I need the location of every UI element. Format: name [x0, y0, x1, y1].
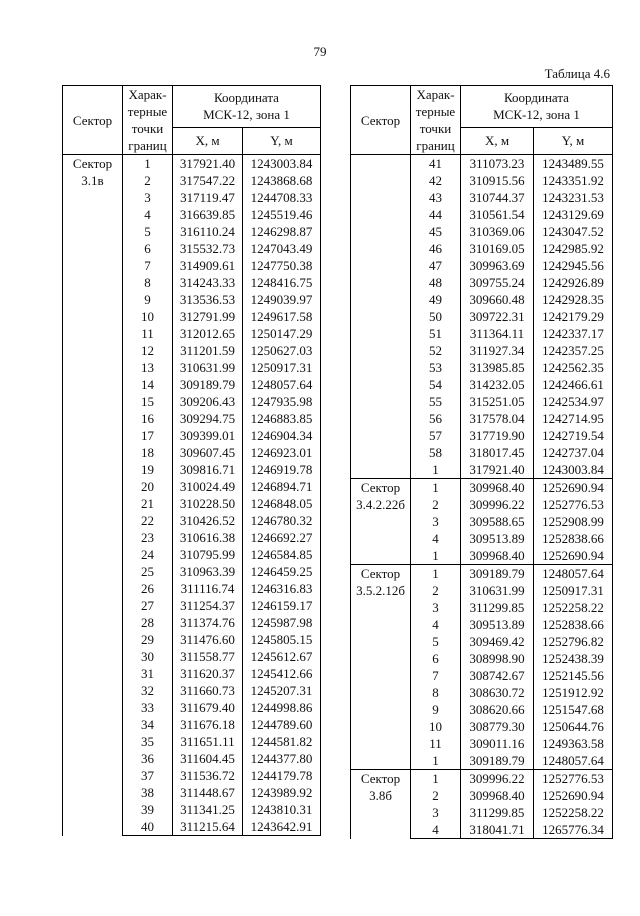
x-coordinate: 309968.40	[461, 547, 534, 565]
y-coordinate: 1252838.66	[534, 530, 613, 547]
y-coordinate: 1242928.35	[534, 291, 613, 308]
point-number: 1	[411, 461, 461, 479]
x-coordinate: 311215.64	[173, 818, 243, 836]
x-coordinate: 310616.38	[173, 529, 243, 546]
y-coordinate: 1244998.86	[243, 699, 321, 716]
header-coordinate: Координата МСК-12, зона 1	[173, 86, 321, 128]
header-y: Y, м	[243, 127, 321, 154]
y-coordinate: 1242357.25	[534, 342, 613, 359]
coordinates-table-right	[350, 85, 613, 839]
point-number: 9	[411, 701, 461, 718]
x-coordinate: 317119.47	[173, 189, 243, 206]
y-coordinate: 1249039.97	[243, 291, 321, 308]
point-number: 31	[123, 665, 173, 682]
y-coordinate: 1251547.68	[534, 701, 613, 718]
x-coordinate: 314232.05	[461, 376, 534, 393]
y-coordinate: 1246883.85	[243, 410, 321, 427]
header-y: Y, м	[534, 127, 613, 154]
y-coordinate: 1250644.76	[534, 718, 613, 735]
x-coordinate: 317921.40	[461, 461, 534, 479]
x-coordinate: 310631.99	[173, 359, 243, 376]
x-coordinate: 310369.06	[461, 223, 534, 240]
point-number: 4	[411, 530, 461, 547]
y-coordinate: 1246894.71	[243, 478, 321, 495]
point-number: 12	[123, 342, 173, 359]
y-coordinate: 1246923.01	[243, 444, 321, 461]
x-coordinate: 311558.77	[173, 648, 243, 665]
x-coordinate: 313536.53	[173, 291, 243, 308]
y-coordinate: 1244708.33	[243, 189, 321, 206]
point-number: 9	[123, 291, 173, 308]
point-number: 55	[411, 393, 461, 410]
point-number: 3	[411, 513, 461, 530]
point-number: 2	[123, 172, 173, 189]
x-coordinate: 311299.85	[461, 599, 534, 616]
x-coordinate: 309963.69	[461, 257, 534, 274]
point-number: 26	[123, 580, 173, 597]
point-number: 8	[411, 684, 461, 701]
x-coordinate: 309816.71	[173, 461, 243, 478]
sector-cell: Сектор 3.4.2.22б	[351, 479, 411, 565]
y-coordinate: 1249363.58	[534, 735, 613, 752]
x-coordinate: 310169.05	[461, 240, 534, 257]
table-row	[351, 770, 613, 788]
y-coordinate: 1246159.17	[243, 597, 321, 614]
sector-cell: Сектор 3.8б	[351, 770, 411, 839]
point-number: 50	[411, 308, 461, 325]
y-coordinate: 1252690.94	[534, 547, 613, 565]
y-coordinate: 1252145.56	[534, 667, 613, 684]
y-coordinate: 1245207.31	[243, 682, 321, 699]
y-coordinate: 1246904.34	[243, 427, 321, 444]
y-coordinate: 1245519.46	[243, 206, 321, 223]
y-coordinate: 1245987.98	[243, 614, 321, 631]
x-coordinate: 308620.66	[461, 701, 534, 718]
point-number: 1	[411, 547, 461, 565]
y-coordinate: 1252776.53	[534, 770, 613, 788]
point-number: 42	[411, 172, 461, 189]
point-number: 37	[123, 767, 173, 784]
point-number: 1	[411, 565, 461, 583]
point-number: 19	[123, 461, 173, 478]
point-number: 30	[123, 648, 173, 665]
x-coordinate: 311651.11	[173, 733, 243, 750]
point-number: 56	[411, 410, 461, 427]
x-coordinate: 308630.72	[461, 684, 534, 701]
point-number: 54	[411, 376, 461, 393]
x-coordinate: 311536.72	[173, 767, 243, 784]
y-coordinate: 1252838.66	[534, 616, 613, 633]
coordinates-table-left	[62, 85, 321, 836]
y-coordinate: 1245612.67	[243, 648, 321, 665]
x-coordinate: 309755.24	[461, 274, 534, 291]
header-coordinate: Координата МСК-12, зона 1	[461, 86, 613, 128]
point-number: 6	[411, 650, 461, 667]
point-number: 24	[123, 546, 173, 563]
y-coordinate: 1242737.04	[534, 444, 613, 461]
x-coordinate: 317719.90	[461, 427, 534, 444]
point-number: 47	[411, 257, 461, 274]
header-x: X, м	[173, 127, 243, 154]
point-number: 34	[123, 716, 173, 733]
x-coordinate: 309996.22	[461, 496, 534, 513]
point-number: 3	[411, 804, 461, 821]
x-coordinate: 310426.52	[173, 512, 243, 529]
y-coordinate: 1242534.97	[534, 393, 613, 410]
x-coordinate: 309513.89	[461, 616, 534, 633]
point-number: 10	[123, 308, 173, 325]
y-coordinate: 1242337.17	[534, 325, 613, 342]
y-coordinate: 1242926.89	[534, 274, 613, 291]
point-number: 40	[123, 818, 173, 836]
point-number: 38	[123, 784, 173, 801]
point-number: 3	[411, 599, 461, 616]
x-coordinate: 309607.45	[173, 444, 243, 461]
point-number: 7	[411, 667, 461, 684]
point-number: 45	[411, 223, 461, 240]
y-coordinate: 1247043.49	[243, 240, 321, 257]
x-coordinate: 308742.67	[461, 667, 534, 684]
y-coordinate: 1252258.22	[534, 804, 613, 821]
point-number: 21	[123, 495, 173, 512]
point-number: 6	[123, 240, 173, 257]
table-body-right	[351, 155, 613, 839]
x-coordinate: 311476.60	[173, 631, 243, 648]
point-number: 44	[411, 206, 461, 223]
y-coordinate: 1246919.78	[243, 461, 321, 478]
x-coordinate: 309011.16	[461, 735, 534, 752]
point-number: 3	[123, 189, 173, 206]
point-number: 11	[411, 735, 461, 752]
y-coordinate: 1244377.80	[243, 750, 321, 767]
point-number: 15	[123, 393, 173, 410]
point-number: 58	[411, 444, 461, 461]
x-coordinate: 309399.01	[173, 427, 243, 444]
y-coordinate: 1252258.22	[534, 599, 613, 616]
table-caption: Таблица 4.6	[544, 66, 610, 81]
point-number: 2	[411, 787, 461, 804]
y-coordinate: 1246780.32	[243, 512, 321, 529]
y-coordinate: 1250147.29	[243, 325, 321, 342]
x-coordinate: 310228.50	[173, 495, 243, 512]
x-coordinate: 309968.40	[461, 479, 534, 497]
y-coordinate: 1250627.03	[243, 342, 321, 359]
y-coordinate: 1242562.35	[534, 359, 613, 376]
y-coordinate: 1265776.34	[534, 821, 613, 839]
x-coordinate: 311299.85	[461, 804, 534, 821]
x-coordinate: 311927.34	[461, 342, 534, 359]
point-number: 1	[411, 479, 461, 497]
point-number: 29	[123, 631, 173, 648]
y-coordinate: 1245805.15	[243, 631, 321, 648]
y-coordinate: 1252908.99	[534, 513, 613, 530]
y-coordinate: 1243642.91	[243, 818, 321, 836]
x-coordinate: 310024.49	[173, 478, 243, 495]
y-coordinate: 1252690.94	[534, 787, 613, 804]
x-coordinate: 312791.99	[173, 308, 243, 325]
x-coordinate: 316639.85	[173, 206, 243, 223]
point-number: 43	[411, 189, 461, 206]
sector-cell	[351, 155, 411, 479]
point-number: 33	[123, 699, 173, 716]
y-coordinate: 1243989.92	[243, 784, 321, 801]
x-coordinate: 310915.56	[461, 172, 534, 189]
x-coordinate: 310744.37	[461, 189, 534, 206]
point-number: 1	[411, 770, 461, 788]
x-coordinate: 311679.40	[173, 699, 243, 716]
y-coordinate: 1250917.31	[243, 359, 321, 376]
y-coordinate: 1243351.92	[534, 172, 613, 189]
table-row	[63, 155, 321, 173]
y-coordinate: 1242714.95	[534, 410, 613, 427]
table-row	[351, 565, 613, 583]
point-number: 13	[123, 359, 173, 376]
point-number: 57	[411, 427, 461, 444]
x-coordinate: 311374.76	[173, 614, 243, 631]
y-coordinate: 1246584.85	[243, 546, 321, 563]
header-sector: Сектор	[63, 86, 123, 155]
sector-cell: Сектор 3.1в	[63, 155, 123, 836]
point-number: 41	[411, 155, 461, 173]
x-coordinate: 317921.40	[173, 155, 243, 173]
point-number: 2	[411, 582, 461, 599]
point-number: 32	[123, 682, 173, 699]
point-number: 4	[411, 616, 461, 633]
x-coordinate: 309206.43	[173, 393, 243, 410]
x-coordinate: 318017.45	[461, 444, 534, 461]
page-number: 79	[313, 44, 327, 59]
x-coordinate: 309294.75	[173, 410, 243, 427]
x-coordinate: 309189.79	[461, 565, 534, 583]
y-coordinate: 1247750.38	[243, 257, 321, 274]
x-coordinate: 317578.04	[461, 410, 534, 427]
point-number: 11	[123, 325, 173, 342]
y-coordinate: 1246316.83	[243, 580, 321, 597]
y-coordinate: 1249617.58	[243, 308, 321, 325]
x-coordinate: 311604.45	[173, 750, 243, 767]
x-coordinate: 309469.42	[461, 633, 534, 650]
y-coordinate: 1247935.98	[243, 393, 321, 410]
point-number: 5	[411, 633, 461, 650]
point-number: 17	[123, 427, 173, 444]
point-number: 49	[411, 291, 461, 308]
y-coordinate: 1243003.84	[534, 461, 613, 479]
x-coordinate: 313985.85	[461, 359, 534, 376]
point-number: 8	[123, 274, 173, 291]
x-coordinate: 310561.54	[461, 206, 534, 223]
x-coordinate: 318041.71	[461, 821, 534, 839]
point-number: 14	[123, 376, 173, 393]
x-coordinate: 311676.18	[173, 716, 243, 733]
point-number: 39	[123, 801, 173, 818]
x-coordinate: 311660.73	[173, 682, 243, 699]
y-coordinate: 1243810.31	[243, 801, 321, 818]
point-number: 4	[411, 821, 461, 839]
point-number: 53	[411, 359, 461, 376]
x-coordinate: 311254.37	[173, 597, 243, 614]
point-number: 1	[123, 155, 173, 173]
point-number: 25	[123, 563, 173, 580]
x-coordinate: 309189.79	[461, 752, 534, 770]
y-coordinate: 1246848.05	[243, 495, 321, 512]
x-coordinate: 309996.22	[461, 770, 534, 788]
x-coordinate: 317547.22	[173, 172, 243, 189]
x-coordinate: 308998.90	[461, 650, 534, 667]
y-coordinate: 1248057.64	[243, 376, 321, 393]
point-number: 7	[123, 257, 173, 274]
x-coordinate: 309588.65	[461, 513, 534, 530]
y-coordinate: 1244789.60	[243, 716, 321, 733]
point-number: 4	[123, 206, 173, 223]
table-row	[351, 155, 613, 173]
sector-cell: Сектор 3.5.2.12б	[351, 565, 411, 770]
point-number: 1	[411, 752, 461, 770]
point-number: 22	[123, 512, 173, 529]
x-coordinate: 314243.33	[173, 274, 243, 291]
x-coordinate: 311341.25	[173, 801, 243, 818]
point-number: 48	[411, 274, 461, 291]
x-coordinate: 315532.73	[173, 240, 243, 257]
y-coordinate: 1242466.61	[534, 376, 613, 393]
y-coordinate: 1244179.78	[243, 767, 321, 784]
y-coordinate: 1252438.39	[534, 650, 613, 667]
header-points: Харак- терные точки границ	[123, 86, 173, 155]
y-coordinate: 1248057.64	[534, 752, 613, 770]
y-coordinate: 1245412.66	[243, 665, 321, 682]
y-coordinate: 1251912.92	[534, 684, 613, 701]
header-points: Харак- терные точки границ	[411, 86, 461, 155]
y-coordinate: 1250917.31	[534, 582, 613, 599]
point-number: 10	[411, 718, 461, 735]
point-number: 2	[411, 496, 461, 513]
x-coordinate: 309189.79	[173, 376, 243, 393]
x-coordinate: 312012.65	[173, 325, 243, 342]
point-number: 46	[411, 240, 461, 257]
x-coordinate: 310795.99	[173, 546, 243, 563]
y-coordinate: 1248057.64	[534, 565, 613, 583]
y-coordinate: 1246298.87	[243, 223, 321, 240]
point-number: 35	[123, 733, 173, 750]
x-coordinate: 311448.67	[173, 784, 243, 801]
header-sector: Сектор	[351, 86, 411, 155]
point-number: 28	[123, 614, 173, 631]
y-coordinate: 1252690.94	[534, 479, 613, 497]
y-coordinate: 1246692.27	[243, 529, 321, 546]
x-coordinate: 311201.59	[173, 342, 243, 359]
x-coordinate: 315251.05	[461, 393, 534, 410]
y-coordinate: 1246459.25	[243, 563, 321, 580]
y-coordinate: 1242179.29	[534, 308, 613, 325]
point-number: 51	[411, 325, 461, 342]
y-coordinate: 1243047.52	[534, 223, 613, 240]
y-coordinate: 1252796.82	[534, 633, 613, 650]
header-x: X, м	[461, 127, 534, 154]
y-coordinate: 1243003.84	[243, 155, 321, 173]
x-coordinate: 311116.74	[173, 580, 243, 597]
table-row	[351, 479, 613, 497]
y-coordinate: 1244581.82	[243, 733, 321, 750]
x-coordinate: 309513.89	[461, 530, 534, 547]
x-coordinate: 309968.40	[461, 787, 534, 804]
point-number: 20	[123, 478, 173, 495]
x-coordinate: 311364.11	[461, 325, 534, 342]
y-coordinate: 1243129.69	[534, 206, 613, 223]
x-coordinate: 309722.31	[461, 308, 534, 325]
x-coordinate: 314909.61	[173, 257, 243, 274]
x-coordinate: 308779.30	[461, 718, 534, 735]
point-number: 36	[123, 750, 173, 767]
y-coordinate: 1243489.55	[534, 155, 613, 173]
y-coordinate: 1248416.75	[243, 274, 321, 291]
y-coordinate: 1242945.56	[534, 257, 613, 274]
point-number: 52	[411, 342, 461, 359]
x-coordinate: 309660.48	[461, 291, 534, 308]
point-number: 27	[123, 597, 173, 614]
x-coordinate: 316110.24	[173, 223, 243, 240]
table-body-left	[63, 155, 321, 836]
y-coordinate: 1243231.53	[534, 189, 613, 206]
point-number: 5	[123, 223, 173, 240]
point-number: 18	[123, 444, 173, 461]
point-number: 23	[123, 529, 173, 546]
x-coordinate: 311620.37	[173, 665, 243, 682]
x-coordinate: 310963.39	[173, 563, 243, 580]
x-coordinate: 311073.23	[461, 155, 534, 173]
y-coordinate: 1252776.53	[534, 496, 613, 513]
y-coordinate: 1243868.68	[243, 172, 321, 189]
x-coordinate: 310631.99	[461, 582, 534, 599]
y-coordinate: 1242719.54	[534, 427, 613, 444]
point-number: 16	[123, 410, 173, 427]
y-coordinate: 1242985.92	[534, 240, 613, 257]
